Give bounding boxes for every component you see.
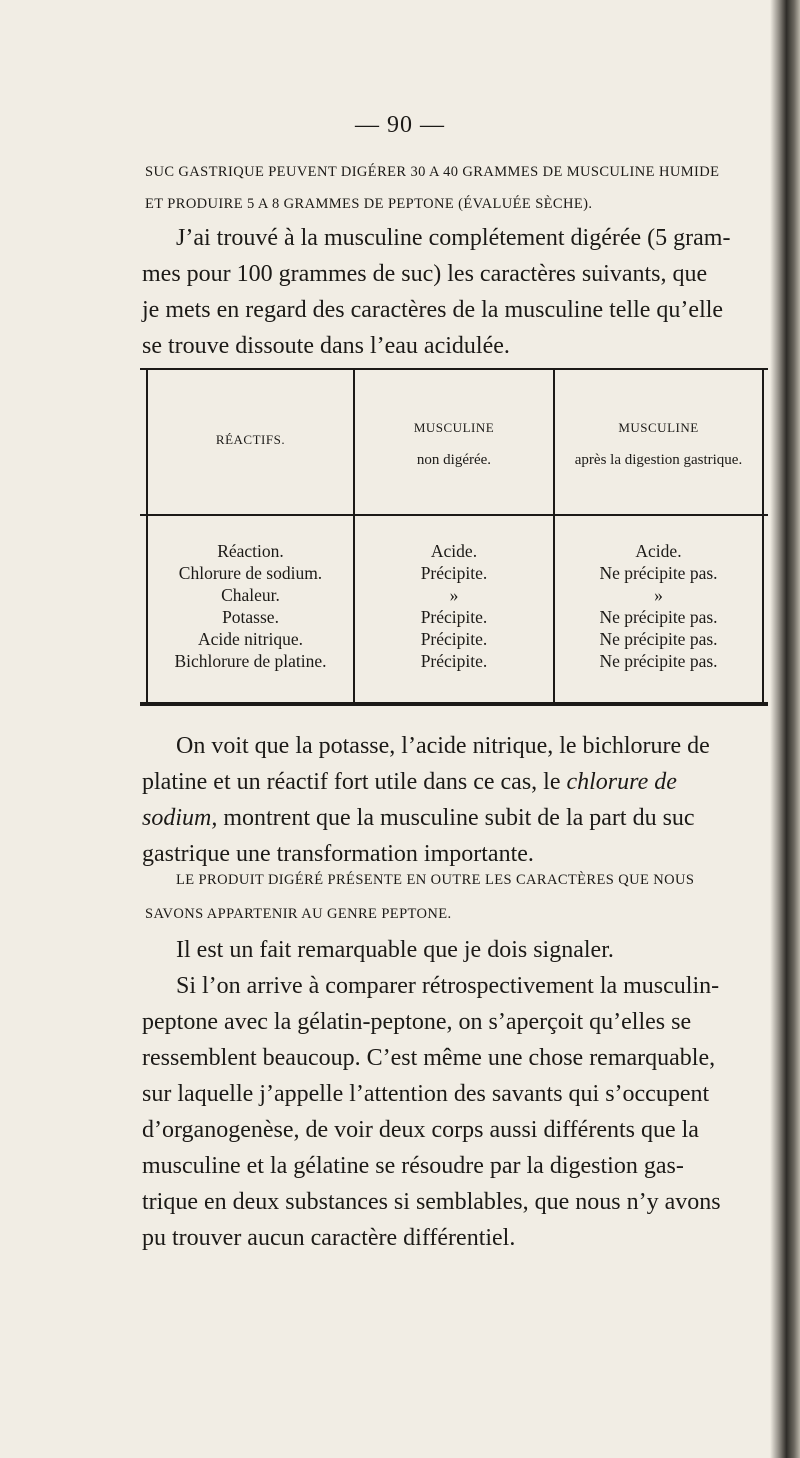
intro-line-2: mes pour 100 grammes de suc) les caractères suivants, que xyxy=(142,261,708,287)
section-heading-line1: SUC GASTRIQUE PEUVENT DIGÉRER 30 A 40 GRAMMES DE MUSCULINE HUMIDE xyxy=(145,164,720,180)
intro-line-1: J’ai trouvé à la musculine complétement digérée (5 gram- xyxy=(176,225,731,251)
non-digeree-cell: Précipite. xyxy=(420,651,488,671)
comparison-line-1: Si l’on arrive à comparer rétrospectivement la musculin- xyxy=(176,973,720,999)
conclusion-line-2 xyxy=(142,764,772,800)
header-reactifs: RÉACTIFS. xyxy=(215,432,286,447)
reactif-cell: Réaction. xyxy=(217,541,284,561)
comparison-line-8: pu trouver aucun caractère différentiel. xyxy=(142,1225,516,1251)
remark-paragraph xyxy=(142,932,772,968)
table-bottom-rule xyxy=(140,702,768,706)
column-non-digeree xyxy=(355,540,553,672)
conclusion-line-2-text: platine et un réactif fort utile dans ce cas, le xyxy=(142,769,561,795)
apres-digestion-cell: Ne précipite pas. xyxy=(599,563,718,583)
comparison-line-3: ressemblent beaucoup. C’est même une chose remarquable, xyxy=(142,1045,716,1071)
comparison-paragraph xyxy=(142,968,772,1256)
apres-digestion-cell: Ne précipite pas. xyxy=(599,629,718,649)
non-digeree-cell: Précipite. xyxy=(420,563,488,583)
non-digeree-cell: Précipite. xyxy=(420,607,488,627)
remark-line: Il est un fait remarquable que je dois signaler. xyxy=(176,937,614,963)
column-apres-digestion xyxy=(555,540,762,672)
table-top-rule xyxy=(140,368,768,370)
apres-digestion-cell: Acide. xyxy=(635,541,682,561)
intro-paragraph xyxy=(142,220,772,364)
conclusion-line-2-italic: chlorure de xyxy=(566,769,677,795)
reactif-cell: Potasse. xyxy=(222,607,279,627)
comparison-line-5: d’organogenèse, de voir deux corps aussi différents que la xyxy=(142,1117,699,1143)
table-right-border xyxy=(762,368,764,706)
non-digeree-cell: Précipite. xyxy=(420,629,488,649)
apres-digestion-cell: Ne précipite pas. xyxy=(599,651,718,671)
reactif-cell: Chlorure de sodium. xyxy=(178,563,323,583)
non-digeree-cell: Acide. xyxy=(430,541,478,561)
conclusion-line-4: gastrique une transformation importante. xyxy=(142,841,534,867)
page-number: — 90 — xyxy=(355,112,445,138)
header-musculine-1: MUSCULINE xyxy=(413,420,495,435)
reactif-cell: Acide nitrique. xyxy=(198,629,303,649)
conclusion-line-3-italic: sodium, xyxy=(142,805,218,831)
comparison-line-6: musculine et la gélatine se résoudre par la digestion gas- xyxy=(142,1153,684,1179)
header-apres-digestion: après la digestion gastrique. xyxy=(574,452,743,468)
intro-line-4: se trouve dissoute dans l’eau acidulée. xyxy=(142,333,510,359)
page-edge-shadow xyxy=(770,0,800,1458)
table-header-rule xyxy=(140,514,768,516)
reactif-cell: Chaleur. xyxy=(221,585,280,605)
apres-digestion-cell: » xyxy=(654,585,663,605)
apres-digestion-cell: Ne précipite pas. xyxy=(599,607,718,627)
header-musculine-2: MUSCULINE xyxy=(618,420,699,435)
caps-note-line1: LE PRODUIT DIGÉRÉ PRÉSENTE EN OUTRE LES CARACTÈRES QUE NOUS xyxy=(176,872,695,888)
comparison-line-4: sur laquelle j’appelle l’attention des savants qui s’occupent xyxy=(142,1081,710,1107)
conclusion-line-3 xyxy=(142,800,772,836)
conclusion-line-1: On voit que la potasse, l’acide nitrique, le bichlorure de xyxy=(176,733,710,759)
comparison-line-7: trique en deux substances si semblables, que nous n’y avons xyxy=(142,1189,721,1215)
caps-note-line2: SAVONS APPARTENIR AU GENRE PEPTONE. xyxy=(145,906,452,922)
conclusion-line-3-text: montrent que la musculine subit de la part du suc xyxy=(223,805,695,831)
column-reactifs xyxy=(148,540,353,672)
intro-line-3: je mets en regard des caractères de la musculine telle qu’elle xyxy=(142,297,724,323)
non-digeree-cell: » xyxy=(449,585,459,605)
reactifs-table xyxy=(140,368,768,706)
comparison-line-2: peptone avec la gélatin-peptone, on s’aperçoit qu’elles se xyxy=(142,1009,692,1035)
conclusion-paragraph xyxy=(142,728,772,872)
section-heading-line2: ET PRODUIRE 5 A 8 GRAMMES DE PEPTONE (ÉVALUÉE SÈCHE). xyxy=(145,196,593,212)
reactif-cell: Bichlorure de platine. xyxy=(174,651,327,671)
header-non-digeree: non digérée. xyxy=(416,452,492,468)
